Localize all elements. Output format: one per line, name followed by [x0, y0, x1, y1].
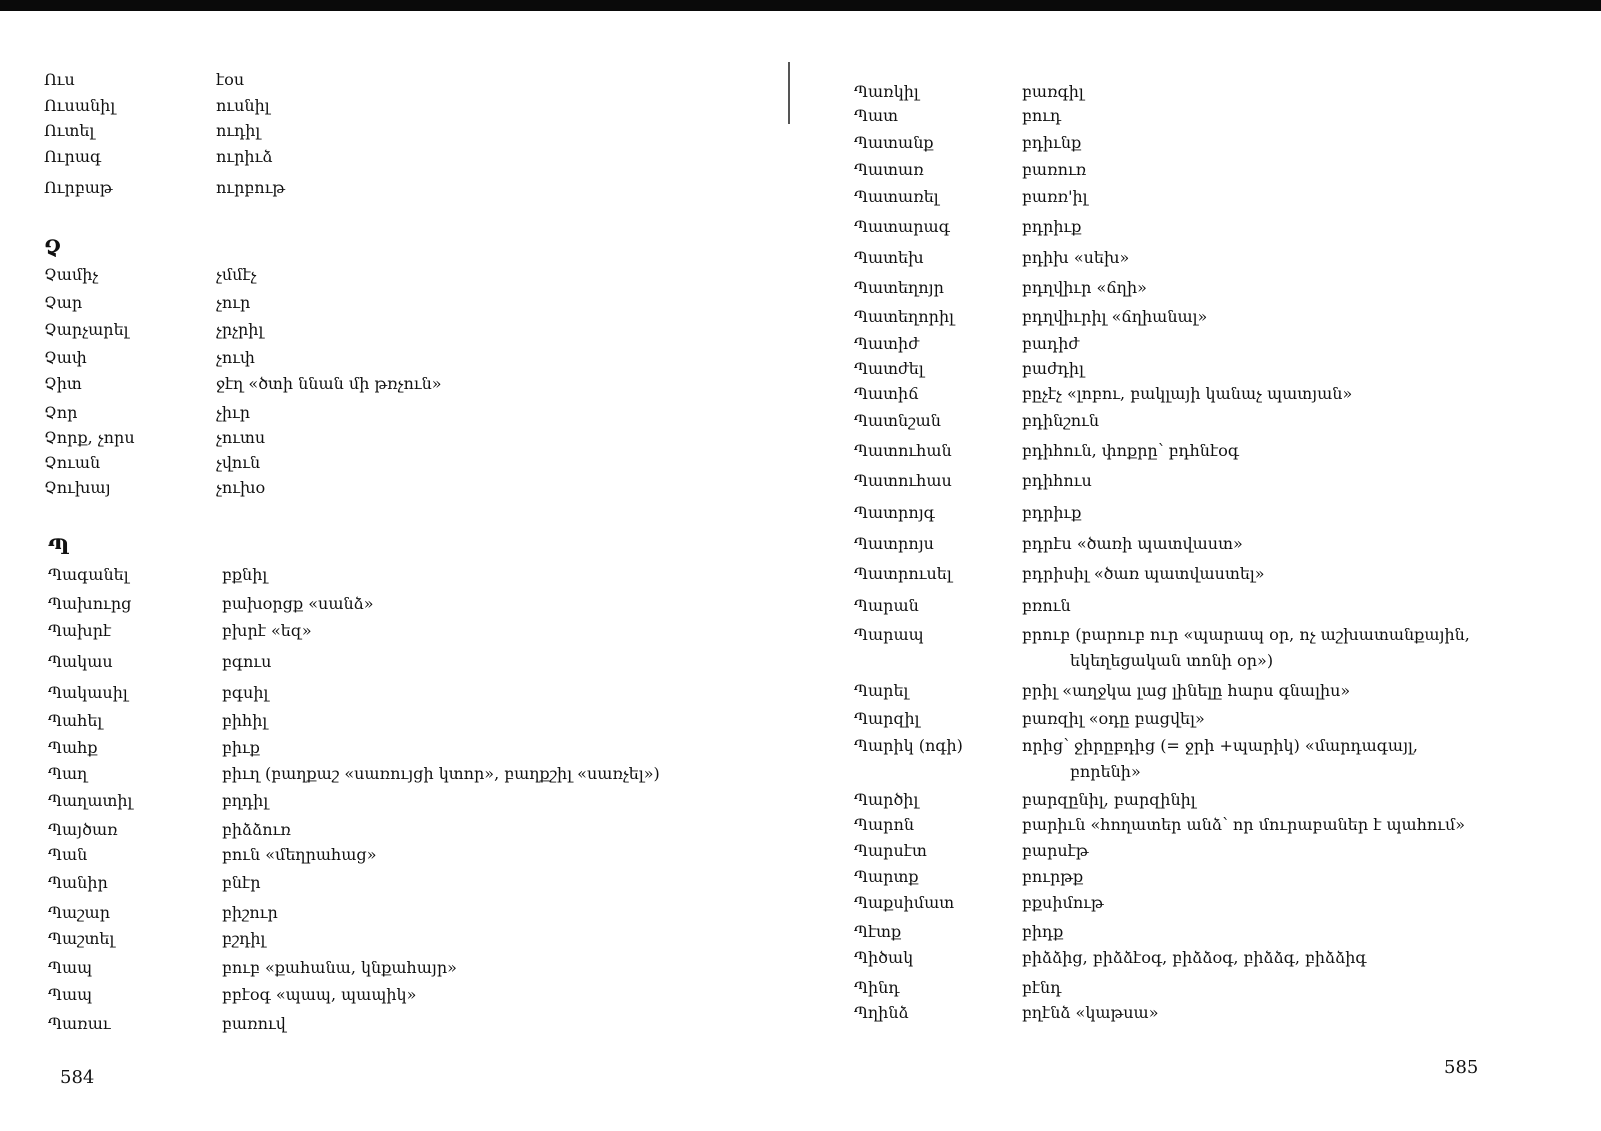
transliteration: բդինշուն: [1022, 411, 1099, 430]
headword: Պառաւ: [48, 1014, 111, 1033]
transliteration: բախօրցք «սանձ»: [222, 594, 374, 613]
transliteration: բիւք: [222, 738, 260, 757]
headword: Չիտ: [44, 374, 82, 393]
headword: Պախրէ: [48, 621, 112, 640]
transliteration: բարզընիլ, բարզինիլ: [1022, 790, 1196, 809]
transliteration: որից՝ ջիրըբդից (= ջրի +պարիկ) «մարդագայլ, բորենի»: [1022, 736, 1419, 781]
transliteration: չուր: [216, 293, 251, 312]
transliteration: բաժդիլ: [1022, 359, 1084, 378]
transliteration: ուրիւձ: [216, 147, 273, 166]
transliteration: բիհիլ: [222, 711, 268, 730]
headword: Պարզիլ: [854, 709, 920, 728]
headword: Պատրոյս: [854, 534, 934, 553]
transliteration: բուրթք: [1022, 867, 1084, 886]
transliteration: բխրէ «եզ»: [222, 621, 312, 640]
headword: Պարծիլ: [854, 790, 919, 809]
transliteration: բրուբ (բարուբ ուր «պարապ օր, ոչ աշխատանքային, եկեղեցական տոնի օր»): [1022, 625, 1470, 670]
transliteration: բուն «մեղրահաց»: [222, 845, 377, 864]
transliteration: չրչրիլ: [216, 320, 264, 339]
headword: Պինդ: [854, 978, 900, 997]
transliteration: բառուռ: [1022, 160, 1087, 179]
headword: Պապ: [48, 985, 93, 1004]
transliteration: բգսիլ: [222, 683, 269, 702]
transliteration: բդրիւք: [1022, 217, 1082, 236]
headword: Պաշար: [48, 903, 111, 922]
right-page: [800, 0, 1601, 1131]
transliteration: բուդ: [1022, 106, 1062, 125]
transliteration: չմմէչ: [216, 265, 257, 284]
headword: Չամիչ: [44, 265, 99, 284]
headword: Պատառել: [854, 187, 939, 206]
headword: Պախուրց: [48, 594, 132, 613]
headword: Չարչարել: [44, 320, 129, 339]
transliteration: բըչէչ «լոբու, բակլայի կանաչ պատյան»: [1022, 384, 1353, 403]
headword: Պատուհան: [854, 441, 952, 460]
transliteration: բքսիմութ: [1022, 893, 1104, 912]
transliteration: բդրէս «ծառի պատվաստ»: [1022, 534, 1243, 553]
headword: Պանիր: [48, 873, 108, 892]
headword: Պատիժ: [854, 334, 919, 353]
headword: Պատառ: [854, 160, 924, 179]
transliteration: բքնիլ: [222, 565, 268, 584]
transliteration: բառգիլ: [1022, 82, 1084, 101]
headword: Պատժել: [854, 359, 924, 378]
transliteration: բդղվիւրիլ «ճղիանալ»: [1022, 307, 1208, 326]
headword: Պաշտել: [48, 929, 115, 948]
transliteration: բէնդ: [1022, 978, 1062, 997]
headword: Պատեղորիլ: [854, 307, 954, 326]
headword: Չոր: [44, 403, 78, 422]
headword: Պատանք: [854, 133, 934, 152]
headword: Պայծառ: [48, 820, 118, 839]
headword: Պան: [48, 845, 88, 864]
transliteration: չուխօ: [216, 478, 266, 497]
transliteration: բիւղ (բաղքաշ «սառույցի կտոր», բաղքշիլ «սառչել»): [222, 764, 660, 783]
section-letter-heading: Պ: [48, 534, 70, 559]
headword: Պարել: [854, 681, 909, 700]
headword: Ուրագ: [44, 147, 102, 166]
transliteration: բուբ «քահանա, կնքահայր»: [222, 958, 457, 977]
transliteration: ուդիլ: [216, 121, 261, 140]
headword: Չուխայ: [44, 478, 111, 497]
headword: Պագանել: [48, 565, 129, 584]
transliteration: բդղվիւր «ճղի»: [1022, 278, 1147, 297]
headword: Պատեխ: [854, 248, 924, 267]
headword: Պարոն: [854, 815, 915, 834]
transliteration: չուտս: [216, 428, 266, 447]
headword: Պարսէտ: [854, 841, 927, 860]
transliteration: էօս: [216, 70, 245, 89]
headword: Պակասիլ: [48, 683, 128, 702]
transliteration: բդիհուն, փոքրը՝ բդհնէօգ: [1022, 441, 1239, 460]
transliteration: բիձձուռ: [222, 820, 291, 839]
headword: Պապ: [48, 958, 93, 977]
headword: Պղինձ: [854, 1003, 909, 1022]
headword: Պատրոյգ: [854, 503, 935, 522]
headword: Պաղատիլ: [48, 791, 133, 810]
transliteration: բդիխ «սեխ»: [1022, 248, 1130, 267]
transliteration: բրիլ «աղջկա լաց լինելը հարս գնալիս»: [1022, 681, 1351, 700]
transliteration: բառզիլ «օդը բացվել»: [1022, 709, 1205, 728]
transliteration: բռուն: [1022, 596, 1071, 615]
headword: Պատուհաս: [854, 471, 952, 490]
headword: Ուսանիլ: [44, 96, 116, 115]
transliteration: բառուվ: [222, 1014, 286, 1033]
transliteration: բբէօգ «պապ, պապիկ»: [222, 985, 417, 1004]
transliteration: չուփ: [216, 348, 255, 367]
transliteration: բիդք: [1022, 922, 1064, 941]
headword: Պատնշան: [854, 411, 941, 430]
headword: Պահել: [48, 711, 103, 730]
headword: Պատեղոյր: [854, 278, 944, 297]
transliteration: ուրբութ: [216, 178, 286, 197]
headword: Չորք, չորս: [44, 428, 135, 447]
headword: Չուան: [44, 453, 101, 472]
transliteration: բարիւն «հողատեր անձ՝ որ մուրաբաներ է պահում»: [1022, 815, 1466, 834]
headword: Պաղ: [48, 764, 88, 783]
headword: Պակաս: [48, 652, 113, 671]
headword: Պարիկ (ոգի): [854, 736, 963, 755]
transliteration: ուսնիլ: [216, 96, 270, 115]
headword: Պարան: [854, 596, 919, 615]
headword: Պահք: [48, 738, 98, 757]
transliteration: բադիժ: [1022, 334, 1080, 353]
headword: Չափ: [44, 348, 87, 367]
transliteration: չիւր: [216, 403, 251, 422]
headword: Պէտք: [854, 922, 902, 941]
section-letter-heading: Չ: [44, 235, 62, 260]
page-number: 585: [1444, 1057, 1479, 1078]
headword: Ուտել: [44, 121, 95, 140]
transliteration: բդրիւք: [1022, 503, 1082, 522]
transliteration: բիշուր: [222, 903, 278, 922]
headword: Ուրբաթ: [44, 178, 113, 197]
headword: Պարտք: [854, 867, 919, 886]
headword: Ուս: [44, 70, 75, 89]
transliteration: բղէնձ «կաթսա»: [1022, 1003, 1159, 1022]
transliteration: բդիհուս: [1022, 471, 1092, 490]
headword: Պարապ: [854, 625, 924, 644]
headword: Պատրուսել: [854, 564, 952, 583]
transliteration: բդիւնք: [1022, 133, 1082, 152]
headword: Պատարագ: [854, 217, 950, 236]
headword: Պատիճ: [854, 384, 919, 403]
transliteration: բարսէթ: [1022, 841, 1089, 860]
headword: Պատ: [854, 106, 899, 125]
headword: Պառկիլ: [854, 82, 919, 101]
transliteration: ջէղ «ծտի ննան մի թռչուն»: [216, 374, 442, 393]
headword: Չար: [44, 293, 83, 312]
transliteration: բգուս: [222, 652, 272, 671]
headword: Պաքսիմատ: [854, 893, 955, 912]
page-number: 584: [60, 1067, 95, 1088]
headword: Պիծակ: [854, 948, 914, 967]
left-page: [0, 0, 780, 1131]
transliteration: չվուն: [216, 453, 261, 472]
transliteration: բղդիլ: [222, 791, 269, 810]
page-gutter: [788, 62, 790, 124]
transliteration: բիձձից, բիձձէօգ, բիձձօգ, բիձձգ, բիձձիգ: [1022, 948, 1367, 967]
transliteration: բդրիսիլ «ծառ պատվաստել»: [1022, 564, 1265, 583]
transliteration: բառռ'իլ: [1022, 187, 1088, 206]
transliteration: բնէր: [222, 873, 261, 892]
transliteration: բշդիլ: [222, 929, 266, 948]
